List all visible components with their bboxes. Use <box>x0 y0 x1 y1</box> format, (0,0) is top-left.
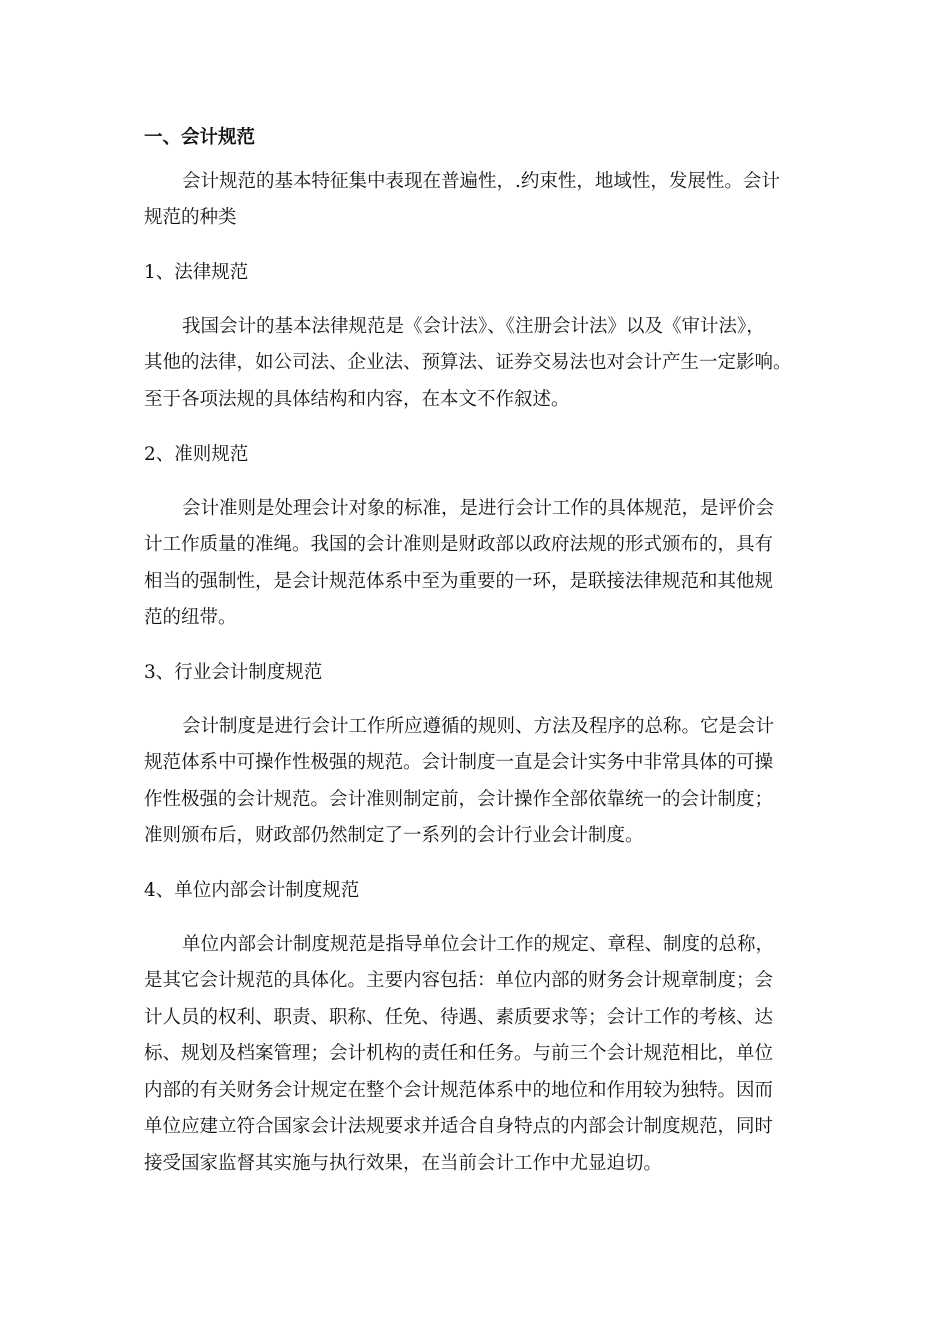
standards-line-2: 计工作质量的准绳。我国的会计准则是财政部以政府法规的形式颁布的，具有 <box>144 534 774 555</box>
internal-line-3: 计人员的权利、职责、职称、任免、待遇、素质要求等；会计工作的考核、达 <box>144 1007 774 1028</box>
standards-line-1: 会计准则是处理会计对象的标准，是进行会计工作的具体规范，是评价会 <box>182 498 775 519</box>
industry-line-4: 准则颁布后，财政部仍然制定了一系列的会计行业会计制度。 <box>144 825 644 846</box>
law-line-3: 至于各项法规的具体结构和内容，在本文不作叙述。 <box>144 389 570 410</box>
internal-line-2: 是其它会计规范的具体化。主要内容包括：单位内部的财务会计规章制度；会 <box>144 970 774 991</box>
standards-line-4: 范的纽带。 <box>144 607 237 628</box>
internal-line-5: 内部的有关财务会计规定在整个会计规范体系中的地位和作用较为独特。因而 <box>144 1080 774 1101</box>
internal-line-6: 单位应建立符合国家会计法规要求并适合自身特点的内部会计制度规范，同时 <box>144 1116 774 1137</box>
subheading-industry: 3、行业会计制度规范 <box>144 662 323 683</box>
industry-line-1: 会计制度是进行会计工作所应遵循的规则、方法及程序的总称。它是会计 <box>182 716 775 737</box>
internal-line-7: 接受国家监督其实施与执行效果，在当前会计工作中尤显迫切。 <box>144 1153 663 1174</box>
industry-line-3: 作性极强的会计规范。会计准则制定前，会计操作全部依靠统一的会计制度； <box>144 789 774 810</box>
intro-line-2: 规范的种类 <box>144 207 237 228</box>
law-line-1: 我国会计的基本法律规范是《会计法》、《注册会计法》以及《审计法》， <box>182 316 765 337</box>
intro-line-1: 会计规范的基本特征集中表现在普遍性，.约束性，地域性，发展性。会计 <box>182 171 780 192</box>
internal-line-4: 标、规划及档案管理；会计机构的责任和任务。与前三个会计规范相比，单位 <box>144 1043 774 1064</box>
law-line-2: 其他的法律，如公司法、企业法、预算法、证券交易法也对会计产生一定影响。 <box>144 352 792 373</box>
industry-line-2: 规范体系中可操作性极强的规范。会计制度一直是会计实务中非常具体的可操 <box>144 752 774 773</box>
subheading-law: 1、法律规范 <box>144 262 249 283</box>
internal-line-1: 单位内部会计制度规范是指导单位会计工作的规定、章程、制度的总称， <box>182 934 775 955</box>
standards-line-3: 相当的强制性，是会计规范体系中至为重要的一环，是联接法律规范和其他规 <box>144 571 774 592</box>
subheading-standards: 2、准则规范 <box>144 444 249 465</box>
subheading-internal: 4、单位内部会计制度规范 <box>144 880 360 901</box>
section-title: 一、会计规范 <box>144 127 256 148</box>
